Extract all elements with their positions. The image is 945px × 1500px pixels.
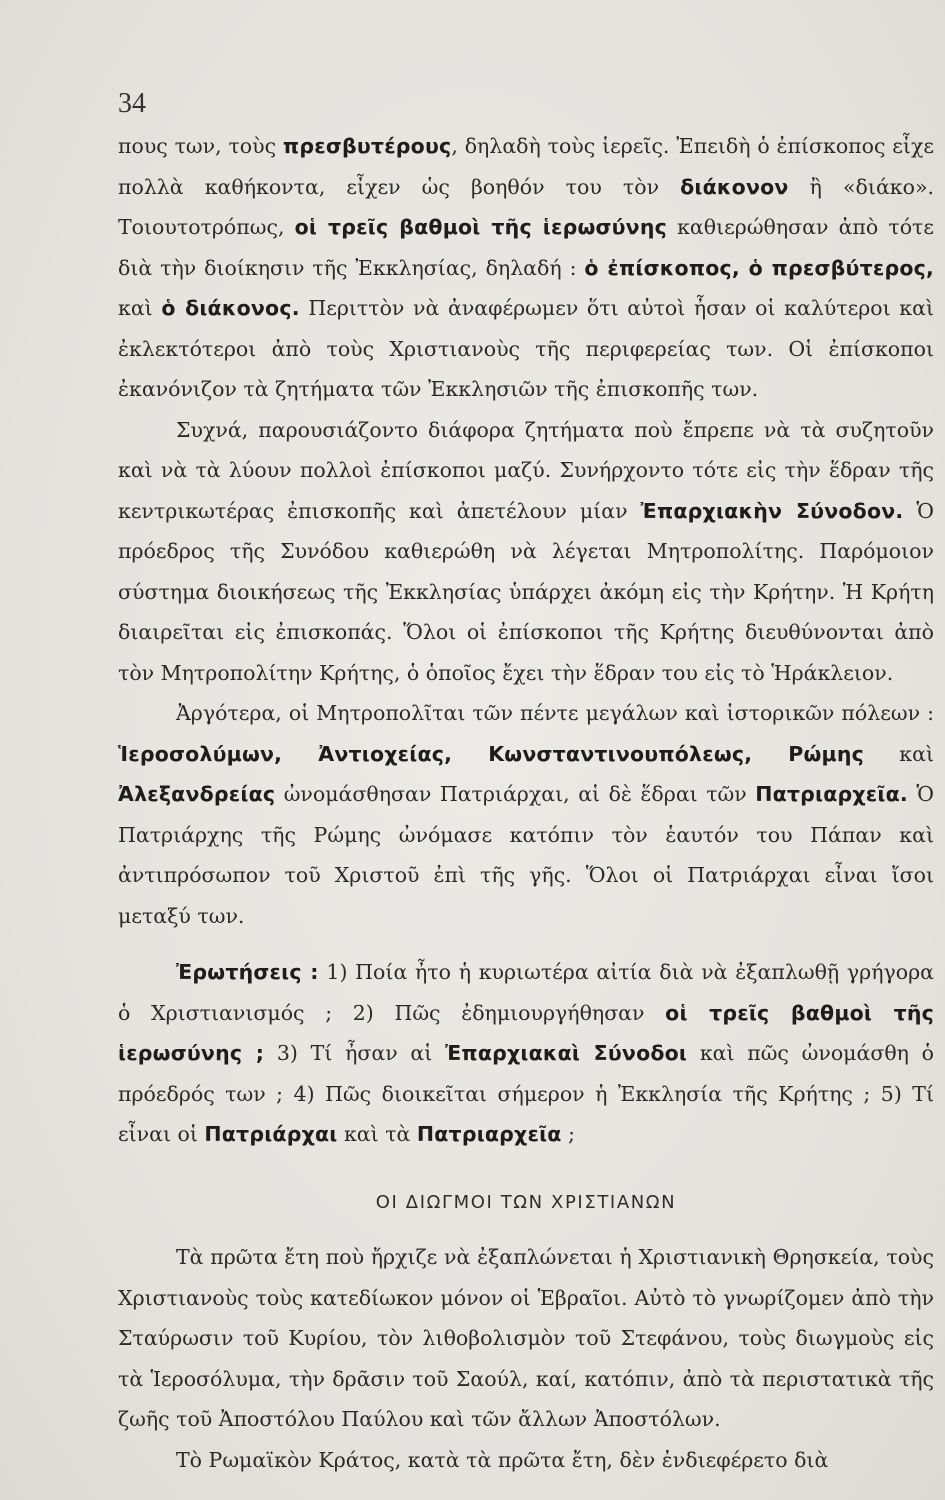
paragraph-2	[118, 410, 934, 694]
bold-term: Πατριαρχεῖα	[416, 1122, 562, 1146]
questions-paragraph	[118, 952, 934, 1155]
bold-term: Ἐπαρχιακὴν Σύνοδον.	[640, 498, 904, 523]
text-run: καὶ τὰ	[337, 1122, 417, 1146]
text-run: καὶ	[863, 741, 934, 766]
text-run: 3) Τί ἦσαν αἱ	[264, 1041, 445, 1065]
text-run: 1) Ποία ἦτο ἡ κυριωτέρα αἰτία διὰ νὰ ἐξαπλωθῇ γρήγορα ὁ Χριστιανισμός ; 2) Πῶς ἐδημιουργήθησαν	[118, 960, 934, 1025]
text-run: καὶ	[118, 296, 162, 320]
bold-term: ὁ διάκονος.	[161, 296, 300, 320]
questions-label: Ἐρωτήσεις :	[176, 960, 319, 984]
body-text	[118, 126, 934, 1480]
paragraph-1	[118, 126, 934, 410]
text-run: , δηλαδὴ τοὺς ἱερεῖς. Ἐπειδὴ ὁ ἐπίσκοπος εἶχε πολλὰ καθήκοντα, εἶχεν ὡς βοηθόν του τὸν	[118, 134, 934, 199]
text-run: καθιερώθησαν ἀπὸ τότε διὰ τὴν διοίκησιν τῆς Ἐκκλησίας, δηλαδή :	[118, 215, 935, 280]
bold-term: Ἀλεξανδρείας	[118, 782, 276, 806]
bold-term: Πατριαρχεῖα.	[755, 782, 908, 806]
text-run: Περιττὸν νὰ ἀναφέρωμεν ὅτι αὐτοὶ ἦσαν οἱ καλύτεροι καὶ ἐκλεκτότεροι ἀπὸ τοὺς Χριστιανοὺς τῆς περιφερείας των. Οἱ ἐπίσκοποι ἐκανόνιζον τὰ ζητήματα τῶν Ἐκκλησιῶν τῆς ἐπισκοπῆς των.	[118, 296, 935, 401]
text-run: πους των, τοὺς	[118, 134, 283, 158]
text-run: Ἀργότερα, οἱ Μητροπολῖται τῶν πέντε μεγάλων καὶ ἱστορικῶν πόλεων :	[176, 701, 934, 725]
bold-term: οἱ τρεῖς βαθμοὶ τῆς ἱερωσύνης ;	[118, 1000, 934, 1065]
paragraph-5: Τὸ Ρωμαϊκὸν Κράτος, κατὰ τὰ πρῶτα ἔτη, δὲν ἐνδιεφέρετο διὰ	[176, 1447, 829, 1472]
text-run: ;	[561, 1122, 575, 1146]
bold-term: Ἐπαρχιακαὶ Σύνοδοι	[444, 1041, 688, 1065]
bold-term: οἱ τρεῖς βαθμοὶ τῆς ἱερωσύνης	[294, 215, 667, 239]
paragraph-4: Τὰ πρῶτα ἔτη ποὺ ἤρχιζε νὰ ἐξαπλώνεται ἡ Χριστιανικὴ Θρησκεία, τοὺς Χριστιανοὺς τοὺς κατεδίωκον μόνον οἱ Ἑβραῖοι. Αὐτὸ τὸ γνωρίζομεν ἀπὸ τὴν Σταύρωσιν τοῦ Κυρίου, τὸν λιθοβολισμὸν τοῦ Στεφάνου, τοὺς διωγμοὺς εἰς τὰ Ἱεροσόλυμα, τὴν δρᾶσιν τοῦ Σαούλ, καί, κατόπιν, ἀπὸ τὰ περιστατικὰ τῆς ζωῆς τοῦ Ἀποστόλου Παύλου καὶ τῶν ἄλλων Ἀποστόλων.	[118, 1245, 934, 1431]
page-number: 34	[118, 88, 146, 119]
text-run: Συχνά, παρουσιάζοντο διάφορα ζητήματα ποὺ ἔπρεπε νὰ τὰ συζητοῦν καὶ νὰ τὰ λύουν πολλοὶ ἐπίσκοποι μαζύ. Συνήρχοντο τότε εἰς τὴν ἕδραν τῆς κεντρικωτέρας ἐπισκοπῆς καὶ ἀπετέλουν μίαν	[118, 417, 934, 523]
bold-term: πρεσβυτέρους	[282, 134, 452, 158]
text-run: Ὁ πρόεδρος τῆς Συνόδου καθιερώθη νὰ λέγεται Μητροπολίτης. Παρόμοιον σύστημα διοικήσεως τῆς Ἐκκλησίας ὑπάρχει ἀκόμη εἰς τὴν Κρήτην. Ἡ Κρήτη διαιρεῖται εἰς ἐπισκοπάς. Ὅλοι οἱ ἐπίσκοποι τῆς Κρήτης διευθύνονται ἀπὸ τὸν Μητροπολίτην Κρήτης, ὁ ὁποῖος ἔχει τὴν ἕδραν του εἰς τὸ Ἡράκλειον.	[118, 498, 934, 685]
bold-term: Ἱεροσολύμων, Ἀντιοχείας, Κωνσταντινουπόλεως, Ρώμης	[118, 741, 864, 766]
text-run: ὠνομάσθησαν Πατριάρχαι, αἱ δὲ ἕδραι τῶν	[275, 782, 756, 806]
bold-term: ὁ ἐπίσκοπος, ὁ πρεσβύτερος,	[584, 255, 934, 280]
bold-term: Πατριάρχαι	[204, 1122, 338, 1146]
section-heading: ΟΙ ΔΙΩΓΜΟΙ ΤΩΝ ΧΡΙΣΤΙΑΝΩΝ	[375, 1191, 677, 1213]
text-run: ἢ «διάκο». Τοιουτοτρόπως,	[118, 174, 934, 239]
text-run: καὶ πῶς ὠνομάσθη ὁ πρόεδρός των ; 4) Πῶς διοικεῖται σήμερον ἡ Ἐκκλησία τῆς Κρήτης ; 5) Τί εἶναι οἱ	[118, 1041, 935, 1146]
bold-term: διάκονον	[680, 174, 789, 199]
text-run: Ὁ Πατριάρχης τῆς Ρώμης ὠνόμασε κατόπιν τὸν ἑαυτόν του Πάπαν καὶ ἀντιπρόσωπον τοῦ Χριστοῦ ἐπὶ τῆς γῆς. Ὅλοι οἱ Πατριάρχαι εἶναι ἴσοι μεταξύ των.	[118, 782, 934, 928]
paragraph-3	[118, 693, 934, 936]
